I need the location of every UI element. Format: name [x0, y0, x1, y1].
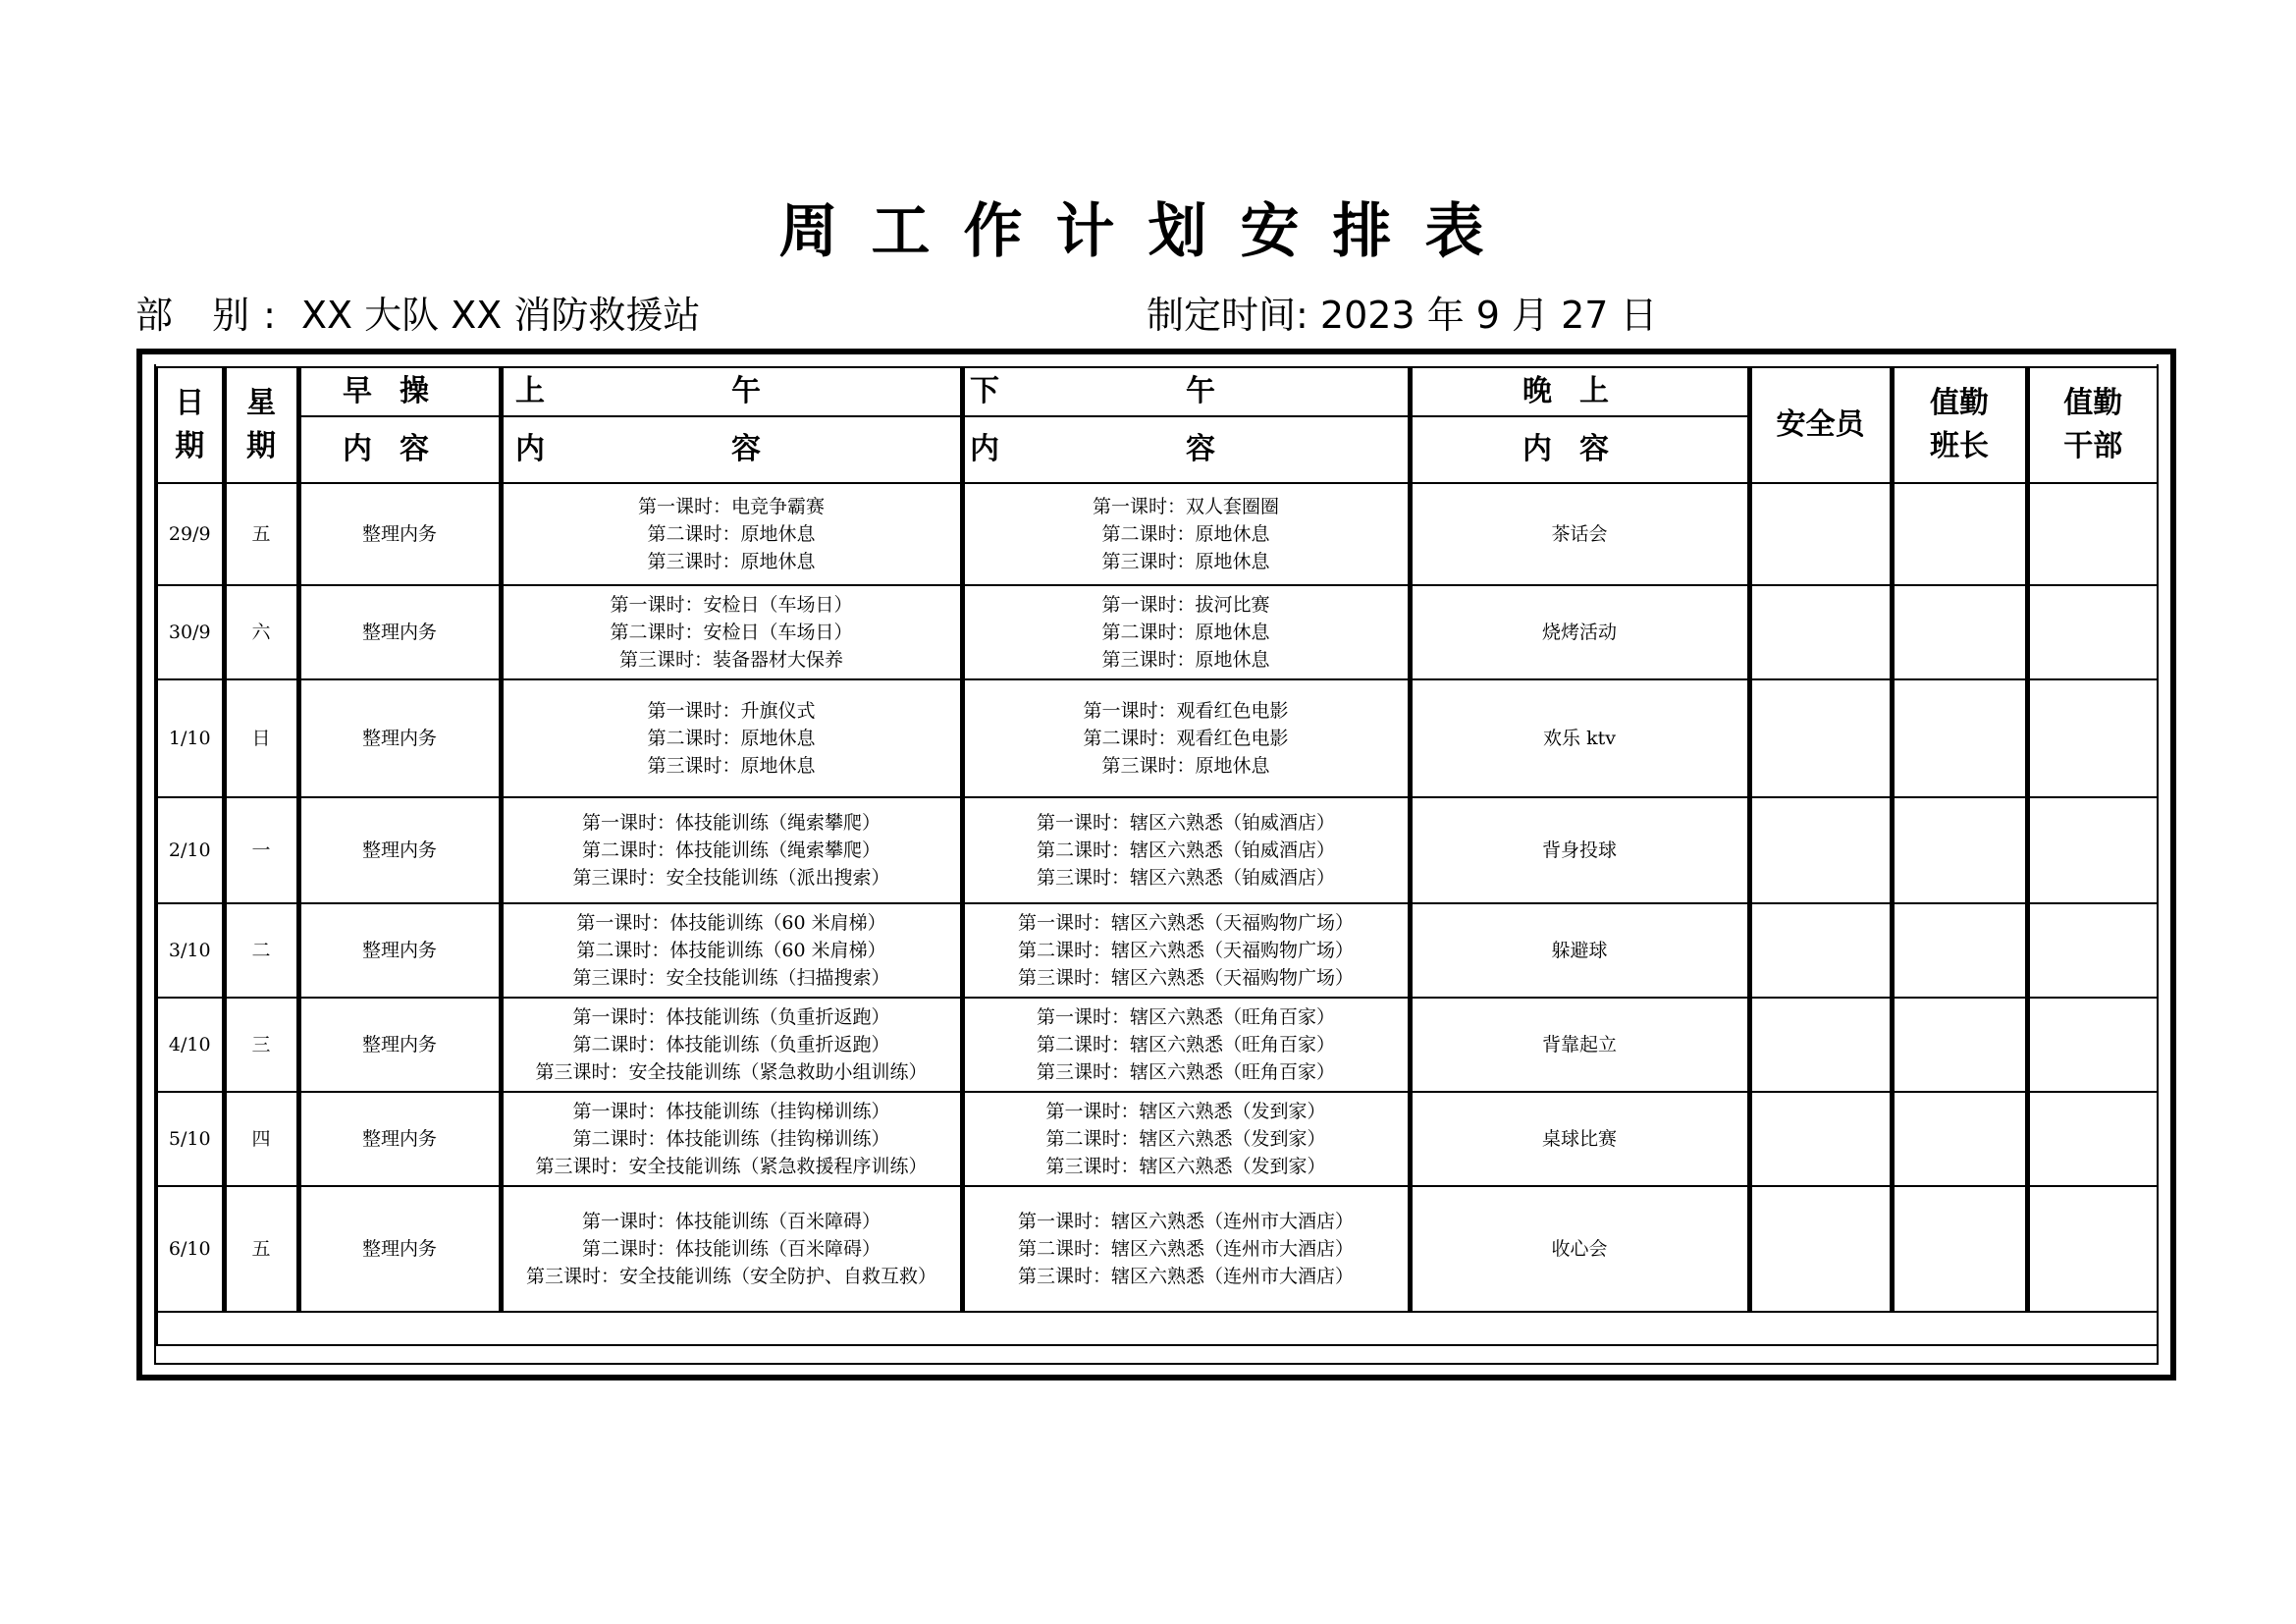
cell-duty-cadre: [2027, 1092, 2158, 1186]
cell-morning: 整理内务: [298, 1092, 501, 1186]
table-row: [157, 797, 2158, 903]
cell-date: 3/10: [157, 903, 224, 998]
cell-weekday: 日: [224, 679, 298, 797]
lesson-line: 第三课时：辖区六熟悉（天福购物广场）: [1017, 967, 1354, 989]
lesson-line: 第三课时：安全技能训练（紧急救援程序训练）: [535, 1156, 928, 1177]
header-date: [157, 367, 224, 483]
cell-duty-cadre: [2027, 903, 2158, 998]
cell-duty-leader: [1892, 1186, 2027, 1312]
schedule-frame: [136, 349, 2176, 1380]
header-evening-content: 内容: [1410, 416, 1749, 483]
lesson-line: 第一课时：电竞争霸赛: [637, 496, 825, 517]
lesson-line: 第二课时：体技能训练（60 米肩梯）: [576, 940, 886, 961]
header-pm-content: 内容: [962, 416, 1410, 483]
cell-am-lessons: [501, 998, 962, 1092]
department-label: 部 别:: [135, 294, 290, 337]
cell-date: 5/10: [157, 1092, 224, 1186]
lesson-line: 第一课时：辖区六熟悉（连州市大酒店）: [1017, 1211, 1354, 1232]
lesson-line: 第二课时：体技能训练（百米障碍）: [581, 1238, 881, 1260]
cell-duty-leader: [1892, 797, 2027, 903]
header-duty-leader-line2: 班长: [1930, 429, 1989, 463]
lesson-line: 第二课时：体技能训练（挂钩梯训练）: [572, 1128, 890, 1150]
header-duty-leader-line1: 值勤: [1930, 386, 1989, 420]
cell-safety-officer: [1749, 585, 1892, 679]
lesson-line: 第一课时：安检日（车场日）: [610, 594, 853, 616]
lesson-line: 第三课时：原地休息: [1101, 755, 1270, 777]
header-duty-cadre: [2027, 367, 2158, 483]
header-weekday: [224, 367, 298, 483]
lesson-line: 第三课时：辖区六熟悉（发到家）: [1045, 1156, 1326, 1177]
lesson-line: 第二课时：观看红色电影: [1083, 728, 1289, 749]
table-row: [157, 1092, 2158, 1186]
lesson-line: 第二课时：原地休息: [647, 728, 816, 749]
table-row: [157, 585, 2158, 679]
cell-duty-leader: [1892, 679, 2027, 797]
cell-safety-officer: [1749, 797, 1892, 903]
lesson-line: 第二课时：原地休息: [647, 523, 816, 545]
cell-pm-lessons: [962, 797, 1410, 903]
cell-duty-cadre: [2027, 998, 2158, 1092]
lesson-line: 第三课时：原地休息: [647, 755, 816, 777]
header-evening: 晚上: [1410, 367, 1749, 416]
lesson-line: 第一课时：观看红色电影: [1083, 700, 1289, 722]
lesson-line: 第二课时：辖区六熟悉（连州市大酒店）: [1017, 1238, 1354, 1260]
cell-duty-leader: [1892, 903, 2027, 998]
header-weekday-text: 星期: [246, 386, 276, 463]
lesson-line: 第一课时：体技能训练（百米障碍）: [581, 1211, 881, 1232]
cell-pm-lessons: [962, 483, 1410, 585]
cell-duty-leader: [1892, 998, 2027, 1092]
cell-am-lessons: [501, 1186, 962, 1312]
cell-date: 30/9: [157, 585, 224, 679]
lesson-line: 第二课时：辖区六熟悉（旺角百家）: [1036, 1034, 1335, 1056]
cell-evening: 躲避球: [1410, 903, 1749, 998]
lesson-line: 第二课时：原地休息: [1101, 523, 1270, 545]
lesson-line: 第三课时：辖区六熟悉（旺角百家）: [1036, 1061, 1335, 1083]
cell-duty-cadre: [2027, 679, 2158, 797]
cell-am-lessons: [501, 483, 962, 585]
header-am-content: 内容: [501, 416, 962, 483]
cell-duty-cadre: [2027, 797, 2158, 903]
header-pm: 下午: [962, 367, 1410, 416]
cell-am-lessons: [501, 585, 962, 679]
lesson-line: 第三课时：装备器材大保养: [618, 649, 843, 671]
lesson-line: 第一课时：辖区六熟悉（铂威酒店）: [1036, 812, 1335, 834]
cell-pm-lessons: [962, 679, 1410, 797]
lesson-line: 第一课时：体技能训练（挂钩梯训练）: [572, 1101, 890, 1122]
cell-evening: 背身投球: [1410, 797, 1749, 903]
schedule-table: [156, 366, 2159, 1346]
cell-duty-leader: [1892, 483, 2027, 585]
lesson-line: 第三课时：安全技能训练（派出搜索）: [572, 867, 890, 889]
footer-blank-cell: [157, 1312, 2158, 1345]
cell-date: 1/10: [157, 679, 224, 797]
cell-safety-officer: [1749, 998, 1892, 1092]
lesson-line: 第二课时：辖区六熟悉（铂威酒店）: [1036, 839, 1335, 861]
date-line: [1147, 285, 1658, 339]
cell-safety-officer: [1749, 679, 1892, 797]
cell-pm-lessons: [962, 903, 1410, 998]
page-title: 周工作计划安排表: [778, 197, 1518, 266]
department-value: XX 大队 XX 消防救援站: [300, 294, 701, 337]
cell-pm-lessons: [962, 1186, 1410, 1312]
cell-am-lessons: [501, 679, 962, 797]
date-value: 2023 年 9 月 27 日: [1319, 294, 1658, 337]
header-date-text: 日期: [175, 386, 205, 463]
cell-pm-lessons: [962, 998, 1410, 1092]
header-morning: 早操: [298, 367, 501, 416]
table-row: [157, 998, 2158, 1092]
department-line: [135, 285, 700, 339]
lesson-line: 第一课时：辖区六熟悉（天福购物广场）: [1017, 912, 1354, 934]
cell-date: 2/10: [157, 797, 224, 903]
cell-evening: 背靠起立: [1410, 998, 1749, 1092]
cell-weekday: 三: [224, 998, 298, 1092]
cell-morning: 整理内务: [298, 1186, 501, 1312]
table-row: [157, 1186, 2158, 1312]
cell-evening: 欢乐 ktv: [1410, 679, 1749, 797]
lesson-line: 第一课时：体技能训练（绳索攀爬）: [581, 812, 881, 834]
cell-safety-officer: [1749, 903, 1892, 998]
header-duty-cadre-line1: 值勤: [2063, 386, 2123, 420]
header-morning-content: 内容: [298, 416, 501, 483]
cell-evening: 茶话会: [1410, 483, 1749, 585]
cell-morning: 整理内务: [298, 585, 501, 679]
lesson-line: 第三课时：原地休息: [1101, 649, 1270, 671]
lesson-line: 第三课时：原地休息: [647, 551, 816, 572]
lesson-line: 第三课时：安全技能训练（紧急救助小组训练）: [535, 1061, 928, 1083]
lesson-line: 第三课时：辖区六熟悉（铂威酒店）: [1036, 867, 1335, 889]
cell-evening: 收心会: [1410, 1186, 1749, 1312]
cell-weekday: 四: [224, 1092, 298, 1186]
cell-weekday: 六: [224, 585, 298, 679]
cell-date: 29/9: [157, 483, 224, 585]
cell-weekday: 一: [224, 797, 298, 903]
table-row: [157, 903, 2158, 998]
lesson-line: 第二课时：原地休息: [1101, 622, 1270, 643]
cell-weekday: 五: [224, 483, 298, 585]
lesson-line: 第一课时：拔河比赛: [1101, 594, 1270, 616]
cell-am-lessons: [501, 1092, 962, 1186]
lesson-line: 第一课时：体技能训练（60 米肩梯）: [576, 912, 886, 934]
lesson-line: 第三课时：安全技能训练（安全防护、自救互救）: [525, 1266, 936, 1287]
header-am: 上午: [501, 367, 962, 416]
lesson-line: 第二课时：辖区六熟悉（发到家）: [1045, 1128, 1326, 1150]
cell-pm-lessons: [962, 1092, 1410, 1186]
lesson-line: 第一课时：辖区六熟悉（发到家）: [1045, 1101, 1326, 1122]
cell-weekday: 二: [224, 903, 298, 998]
header-duty-cadre-line2: 干部: [2063, 429, 2123, 463]
lesson-line: 第一课时：辖区六熟悉（旺角百家）: [1036, 1006, 1335, 1028]
table-row: [157, 483, 2158, 585]
lesson-line: 第二课时：体技能训练（绳索攀爬）: [581, 839, 881, 861]
cell-morning: 整理内务: [298, 797, 501, 903]
cell-weekday: 五: [224, 1186, 298, 1312]
lesson-line: 第三课时：安全技能训练（扫描搜索）: [572, 967, 890, 989]
cell-morning: 整理内务: [298, 679, 501, 797]
cell-morning: 整理内务: [298, 903, 501, 998]
cell-date: 4/10: [157, 998, 224, 1092]
cell-duty-cadre: [2027, 1186, 2158, 1312]
cell-safety-officer: [1749, 483, 1892, 585]
lesson-line: 第二课时：安检日（车场日）: [610, 622, 853, 643]
cell-evening: 烧烤活动: [1410, 585, 1749, 679]
date-label: 制定时间:: [1147, 294, 1308, 337]
cell-morning: 整理内务: [298, 998, 501, 1092]
cell-duty-cadre: [2027, 585, 2158, 679]
header-duty-leader: [1892, 367, 2027, 483]
cell-evening: 桌球比赛: [1410, 1092, 1749, 1186]
lesson-line: 第二课时：体技能训练（负重折返跑）: [572, 1034, 890, 1056]
lesson-line: 第三课时：原地休息: [1101, 551, 1270, 572]
header-safety-officer: 安全员: [1749, 367, 1892, 483]
cell-duty-leader: [1892, 1092, 2027, 1186]
lesson-line: 第一课时：双人套圈圈: [1092, 496, 1279, 517]
lesson-line: 第一课时：体技能训练（负重折返跑）: [572, 1006, 890, 1028]
cell-date: 6/10: [157, 1186, 224, 1312]
lesson-line: 第一课时：升旗仪式: [647, 700, 816, 722]
cell-safety-officer: [1749, 1092, 1892, 1186]
cell-am-lessons: [501, 797, 962, 903]
table-row: [157, 679, 2158, 797]
table-footer-row: [157, 1312, 2158, 1345]
lesson-line: 第二课时：辖区六熟悉（天福购物广场）: [1017, 940, 1354, 961]
cell-am-lessons: [501, 903, 962, 998]
cell-duty-cadre: [2027, 483, 2158, 585]
cell-safety-officer: [1749, 1186, 1892, 1312]
cell-duty-leader: [1892, 585, 2027, 679]
lesson-line: 第三课时：辖区六熟悉（连州市大酒店）: [1017, 1266, 1354, 1287]
cell-pm-lessons: [962, 585, 1410, 679]
cell-morning: 整理内务: [298, 483, 501, 585]
